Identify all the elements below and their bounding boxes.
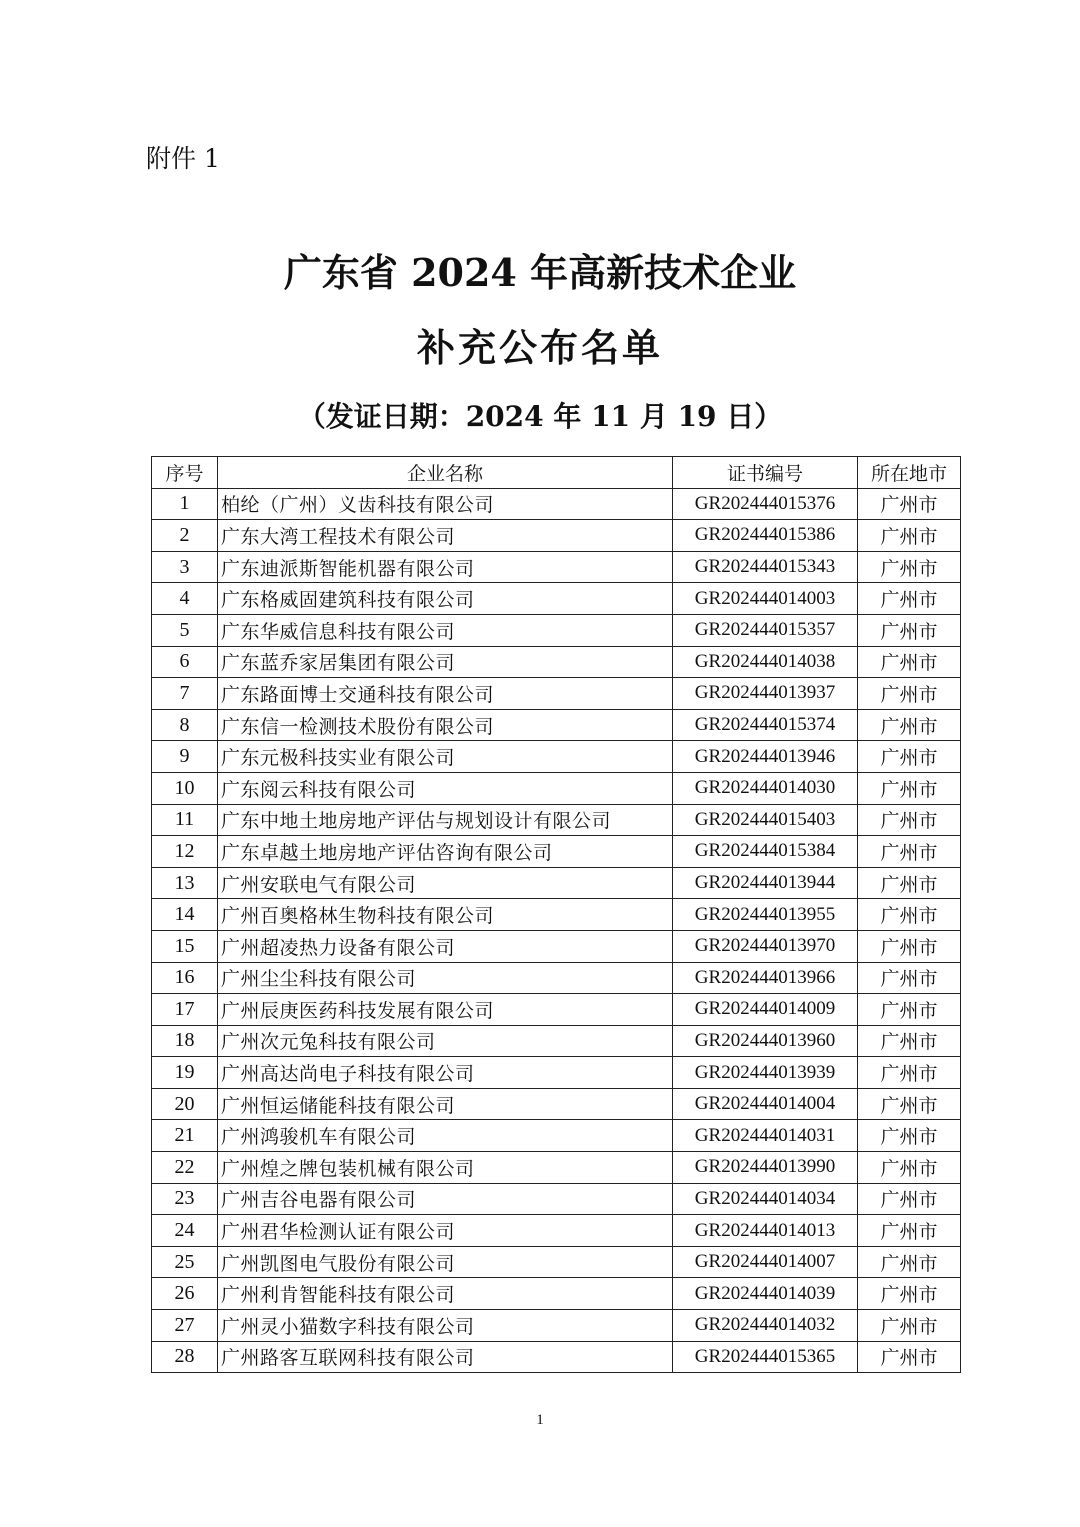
row-index: 13 xyxy=(152,867,218,899)
table-row xyxy=(152,772,961,804)
city: 广州市 xyxy=(858,994,961,1026)
table-row xyxy=(152,583,961,615)
certificate-number: GR202444013955 xyxy=(673,899,858,931)
certificate-number: GR202444015376 xyxy=(673,488,858,520)
row-index: 16 xyxy=(152,962,218,994)
enterprise-list-table xyxy=(151,456,961,1373)
row-index: 3 xyxy=(152,551,218,583)
company-name: 广州凯图电气股份有限公司 xyxy=(218,1246,673,1278)
table-row xyxy=(152,930,961,962)
table-row xyxy=(152,962,961,994)
row-index: 14 xyxy=(152,899,218,931)
city: 广州市 xyxy=(858,1341,961,1373)
certificate-number: GR202444015384 xyxy=(673,836,858,868)
company-name: 广州安联电气有限公司 xyxy=(218,867,673,899)
row-index: 28 xyxy=(152,1341,218,1373)
certificate-number: GR202444014004 xyxy=(673,1088,858,1120)
page-number: 1 xyxy=(536,1412,544,1428)
company-name: 广东大湾工程技术有限公司 xyxy=(218,520,673,552)
company-name: 广州利肯智能科技有限公司 xyxy=(218,1278,673,1310)
certificate-number: GR202444013970 xyxy=(673,930,858,962)
certificate-number: GR202444015403 xyxy=(673,804,858,836)
row-index: 20 xyxy=(152,1088,218,1120)
company-name: 广东元极科技实业有限公司 xyxy=(218,741,673,773)
certificate-number: GR202444014013 xyxy=(673,1215,858,1247)
table-row xyxy=(152,678,961,710)
table-row xyxy=(152,551,961,583)
certificate-number: GR202444013946 xyxy=(673,741,858,773)
company-name: 广东路面博士交通科技有限公司 xyxy=(218,678,673,710)
row-index: 9 xyxy=(152,741,218,773)
certificate-number: GR202444014031 xyxy=(673,1120,858,1152)
company-name: 广州吉谷电器有限公司 xyxy=(218,1183,673,1215)
table-row xyxy=(152,899,961,931)
row-index: 15 xyxy=(152,930,218,962)
company-name: 广州鸿骏机车有限公司 xyxy=(218,1120,673,1152)
company-name: 广州煌之牌包装机械有限公司 xyxy=(218,1152,673,1184)
city: 广州市 xyxy=(858,741,961,773)
city: 广州市 xyxy=(858,772,961,804)
table-row xyxy=(152,1088,961,1120)
company-name: 柏纶（广州）义齿科技有限公司 xyxy=(218,488,673,520)
city: 广州市 xyxy=(858,1025,961,1057)
attachment-label: 附件 1 xyxy=(146,144,220,173)
certificate-number: GR202444014032 xyxy=(673,1310,858,1342)
company-name: 广州高达尚电子科技有限公司 xyxy=(218,1057,673,1089)
table-row xyxy=(152,1120,961,1152)
row-index: 18 xyxy=(152,1025,218,1057)
company-name: 广州灵小猫数字科技有限公司 xyxy=(218,1310,673,1342)
certificate-number: GR202444014009 xyxy=(673,994,858,1026)
city: 广州市 xyxy=(858,804,961,836)
header-city: 所在地市 xyxy=(858,457,961,489)
city: 广州市 xyxy=(858,930,961,962)
company-name: 广东蓝乔家居集团有限公司 xyxy=(218,646,673,678)
certificate-number: GR202444015357 xyxy=(673,614,858,646)
company-name: 广州尘尘科技有限公司 xyxy=(218,962,673,994)
row-index: 11 xyxy=(152,804,218,836)
table-row xyxy=(152,709,961,741)
table-row xyxy=(152,1310,961,1342)
table-row xyxy=(152,867,961,899)
company-name: 广东卓越土地房地产评估咨询有限公司 xyxy=(218,836,673,868)
city: 广州市 xyxy=(858,899,961,931)
company-name: 广东阅云科技有限公司 xyxy=(218,772,673,804)
table-row xyxy=(152,614,961,646)
row-index: 1 xyxy=(152,488,218,520)
company-name: 广州君华检测认证有限公司 xyxy=(218,1215,673,1247)
table-row xyxy=(152,1183,961,1215)
certificate-number: GR202444014039 xyxy=(673,1278,858,1310)
city: 广州市 xyxy=(858,1246,961,1278)
company-name: 广东华威信息科技有限公司 xyxy=(218,614,673,646)
row-index: 26 xyxy=(152,1278,218,1310)
city: 广州市 xyxy=(858,488,961,520)
table-row xyxy=(152,1215,961,1247)
row-index: 7 xyxy=(152,678,218,710)
city: 广州市 xyxy=(858,1310,961,1342)
row-index: 12 xyxy=(152,836,218,868)
table-header-row xyxy=(152,457,961,489)
city: 广州市 xyxy=(858,520,961,552)
issue-date-subtitle: （发证日期：2024 年 11 月 19 日） xyxy=(297,400,783,433)
certificate-number: GR202444014007 xyxy=(673,1246,858,1278)
city: 广州市 xyxy=(858,867,961,899)
company-name: 广州恒运储能科技有限公司 xyxy=(218,1088,673,1120)
table-row xyxy=(152,1341,961,1373)
certificate-number: GR202444014034 xyxy=(673,1183,858,1215)
row-index: 19 xyxy=(152,1057,218,1089)
document-title-line-1: 广东省 2024 年高新技术企业 xyxy=(283,250,797,295)
certificate-number: GR202444014030 xyxy=(673,772,858,804)
city: 广州市 xyxy=(858,1088,961,1120)
row-index: 17 xyxy=(152,994,218,1026)
city: 广州市 xyxy=(858,1215,961,1247)
certificate-number: GR202444013937 xyxy=(673,678,858,710)
city: 广州市 xyxy=(858,962,961,994)
city: 广州市 xyxy=(858,678,961,710)
city: 广州市 xyxy=(858,709,961,741)
table-row xyxy=(152,520,961,552)
certificate-number: GR202444014038 xyxy=(673,646,858,678)
header-company-name: 企业名称 xyxy=(218,457,673,489)
header-certificate-number: 证书编号 xyxy=(673,457,858,489)
city: 广州市 xyxy=(858,583,961,615)
row-index: 23 xyxy=(152,1183,218,1215)
table-row xyxy=(152,1246,961,1278)
city: 广州市 xyxy=(858,1278,961,1310)
table-row xyxy=(152,1278,961,1310)
certificate-number: GR202444013966 xyxy=(673,962,858,994)
certificate-number: GR202444013939 xyxy=(673,1057,858,1089)
table-body xyxy=(152,488,961,1373)
certificate-number: GR202444015343 xyxy=(673,551,858,583)
table-row xyxy=(152,836,961,868)
city: 广州市 xyxy=(858,551,961,583)
table-row xyxy=(152,994,961,1026)
row-index: 24 xyxy=(152,1215,218,1247)
certificate-number: GR202444015386 xyxy=(673,520,858,552)
city: 广州市 xyxy=(858,1183,961,1215)
row-index: 2 xyxy=(152,520,218,552)
city: 广州市 xyxy=(858,614,961,646)
table-row xyxy=(152,1152,961,1184)
certificate-number: GR202444014003 xyxy=(673,583,858,615)
certificate-number: GR202444013944 xyxy=(673,867,858,899)
row-index: 10 xyxy=(152,772,218,804)
table-row xyxy=(152,488,961,520)
company-name: 广东格威固建筑科技有限公司 xyxy=(218,583,673,615)
row-index: 8 xyxy=(152,709,218,741)
row-index: 6 xyxy=(152,646,218,678)
company-name: 广州次元兔科技有限公司 xyxy=(218,1025,673,1057)
row-index: 21 xyxy=(152,1120,218,1152)
company-name: 广东中地土地房地产评估与规划设计有限公司 xyxy=(218,804,673,836)
table-row xyxy=(152,646,961,678)
company-name: 广东迪派斯智能机器有限公司 xyxy=(218,551,673,583)
certificate-number: GR202444013990 xyxy=(673,1152,858,1184)
company-name: 广州超凌热力设备有限公司 xyxy=(218,930,673,962)
table-row xyxy=(152,1025,961,1057)
document-title-line-2: 补充公布名单 xyxy=(416,325,663,370)
company-name: 广东信一检测技术股份有限公司 xyxy=(218,709,673,741)
certificate-number: GR202444015374 xyxy=(673,709,858,741)
certificate-number: GR202444013960 xyxy=(673,1025,858,1057)
row-index: 25 xyxy=(152,1246,218,1278)
company-name: 广州辰庚医药科技发展有限公司 xyxy=(218,994,673,1026)
row-index: 27 xyxy=(152,1310,218,1342)
table-row xyxy=(152,741,961,773)
company-name: 广州百奥格林生物科技有限公司 xyxy=(218,899,673,931)
city: 广州市 xyxy=(858,1057,961,1089)
row-index: 22 xyxy=(152,1152,218,1184)
city: 广州市 xyxy=(858,836,961,868)
city: 广州市 xyxy=(858,1120,961,1152)
city: 广州市 xyxy=(858,646,961,678)
table-row xyxy=(152,1057,961,1089)
company-name: 广州路客互联网科技有限公司 xyxy=(218,1341,673,1373)
header-index: 序号 xyxy=(152,457,218,489)
row-index: 5 xyxy=(152,614,218,646)
table-row xyxy=(152,804,961,836)
row-index: 4 xyxy=(152,583,218,615)
certificate-number: GR202444015365 xyxy=(673,1341,858,1373)
city: 广州市 xyxy=(858,1152,961,1184)
